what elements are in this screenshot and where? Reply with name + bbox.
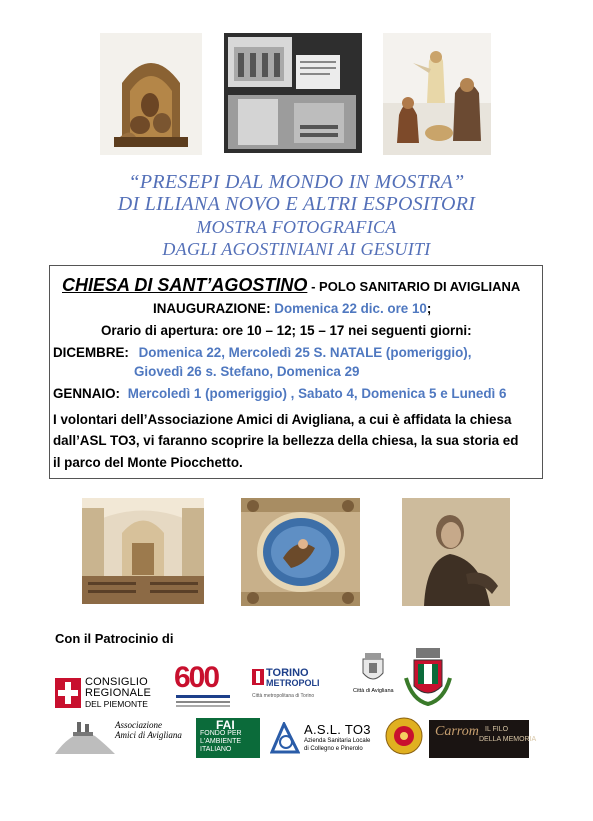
torino-text-2: METROPOLI bbox=[266, 678, 320, 688]
castle-hill-icon bbox=[55, 716, 115, 756]
rose-emblem-logo bbox=[385, 717, 423, 755]
nativity-photo-right bbox=[383, 33, 491, 155]
fai-line-4: ITALIANO bbox=[200, 746, 232, 753]
torino-text-1: TORINO bbox=[266, 667, 309, 679]
inauguration-date: Domenica 22 dic. ore 10 bbox=[274, 301, 427, 316]
carrom-line-2: IL FILO bbox=[485, 726, 509, 733]
headline-line-1: “PRESEPI DAL MONDO IN MOSTRA” bbox=[128, 171, 465, 193]
fai-logo bbox=[196, 718, 260, 758]
fai-line-3: L'AMBIENTE bbox=[200, 738, 242, 745]
venue-line bbox=[62, 275, 520, 296]
consiglio-line-1: CONSIGLIO bbox=[85, 676, 148, 688]
carrom-filo-memoria-logo bbox=[429, 720, 537, 758]
anniversary-ribbon-icon bbox=[168, 693, 238, 713]
ceiling-fresco-photo bbox=[241, 498, 360, 606]
amici-avigliana-logo bbox=[55, 716, 185, 756]
asl-title: A.S.L. TO3 bbox=[304, 722, 371, 737]
headline-line-4: DAGLI AGOSTINIANI AI GESUITI bbox=[162, 239, 431, 259]
nativity-photo-left bbox=[100, 33, 202, 155]
sixhundred-text: 600 bbox=[174, 661, 219, 694]
rose-icon bbox=[385, 717, 423, 755]
opening-hours: Orario di apertura: ore 10 – 12; 15 – 17 nei seguenti giorni: bbox=[101, 323, 472, 338]
asl-line-3: di Collegno e Pinerolo bbox=[304, 746, 363, 752]
inauguration-line bbox=[153, 301, 431, 316]
citta-avigliana-logo bbox=[353, 653, 393, 695]
headline-line-2: DI LILIANA NOVO E ALTRI ESPOSITORI bbox=[117, 193, 476, 215]
carrom-script: Carrom bbox=[435, 724, 479, 739]
inauguration-label: INAUGURAZIONE: bbox=[153, 301, 271, 316]
description-line-1: I volontari dell’Associazione Amici di Avigliana, a cui è affidata la chiesa bbox=[53, 412, 512, 427]
info-box bbox=[49, 265, 543, 479]
december-label: DICEMBRE: bbox=[53, 345, 129, 360]
600-anniversary-logo bbox=[168, 657, 238, 711]
asl-line-2: Azienda Sanitaria Locale bbox=[304, 738, 371, 744]
consiglio-regionale-logo bbox=[55, 676, 157, 710]
church-archive-photo bbox=[224, 33, 362, 153]
torino-bull-icon bbox=[252, 669, 264, 685]
january-dates: Mercoledì 1 (pomeriggio) , Sabato 4, Domenica 5 e Lunedì 6 bbox=[127, 386, 507, 401]
assoc-line-2: Amici di Avigliana bbox=[115, 730, 182, 740]
assoc-line-1: Associazione bbox=[115, 720, 162, 730]
fai-line-2: FONDO PER bbox=[200, 730, 242, 737]
december-line bbox=[53, 345, 471, 360]
crown-shield-icon bbox=[402, 648, 454, 708]
december-dates-2: Giovedì 26 s. Stefano, Domenica 29 bbox=[134, 364, 360, 379]
citta-text: Città di Avigliana bbox=[353, 688, 394, 694]
asl-mark-icon bbox=[270, 722, 300, 754]
avigliana-crest-icon bbox=[359, 653, 387, 687]
venue-subtitle: - POLO SANITARIO DI AVIGLIANA bbox=[311, 279, 521, 294]
inauguration-end: ; bbox=[426, 301, 432, 316]
fai-title: FAI bbox=[216, 718, 235, 732]
december-dates-1: Domenica 22, Mercoledì 25 S. NATALE (pomeriggio), bbox=[138, 345, 472, 360]
january-line bbox=[53, 386, 506, 401]
torino-metropoli-logo bbox=[252, 667, 320, 705]
piemonte-shield-icon bbox=[55, 678, 81, 708]
consiglio-line-3: DEL PIEMONTE bbox=[85, 699, 148, 709]
description-line-2: dall’ASL TO3, vi faranno scoprire la bellezza della chiesa, la sua storia ed bbox=[53, 433, 519, 448]
torino-text-3: Città metropolitana di Torino bbox=[252, 693, 315, 699]
consiglio-line-2: REGIONALE bbox=[85, 687, 151, 699]
carrom-line-3: DELLA MEMORIA bbox=[479, 736, 537, 743]
patronage-label: Con il Patrocinio di bbox=[55, 631, 174, 646]
january-label: GENNAIO: bbox=[53, 386, 120, 401]
piemonte-crest-logo bbox=[402, 648, 454, 708]
church-interior-photo bbox=[82, 498, 204, 604]
headline-line-3: MOSTRA FOTOGRAFICA bbox=[196, 217, 397, 237]
asl-to3-logo bbox=[270, 722, 376, 758]
description-line-3: il parco del Monte Piocchetto. bbox=[53, 455, 243, 470]
portrait-photo bbox=[402, 498, 510, 606]
venue-title: CHIESA DI SANT’AGOSTINO bbox=[62, 275, 308, 295]
